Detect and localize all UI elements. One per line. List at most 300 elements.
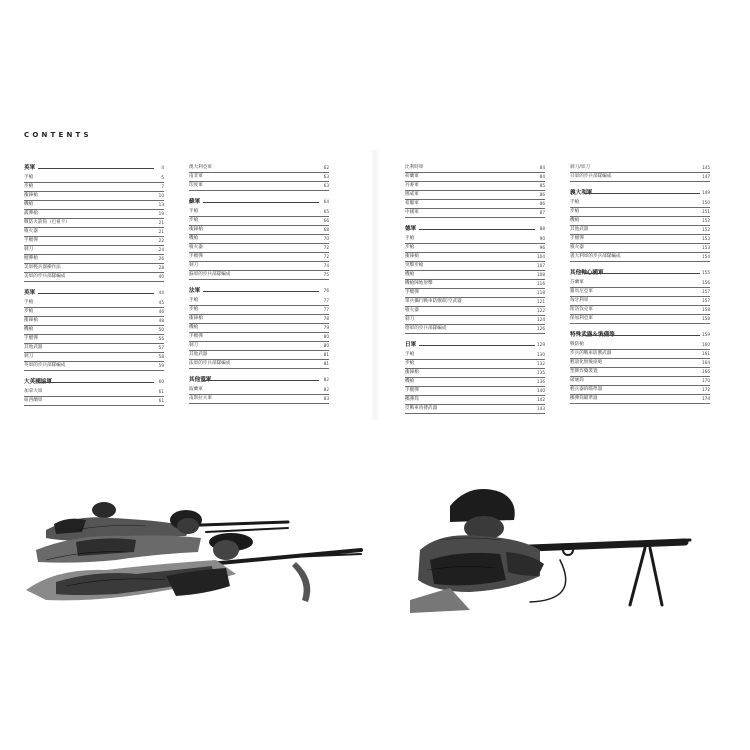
toc-entry [24,174,164,183]
section-page: 64 [323,199,329,204]
entry-title: 波蘭軍 [189,387,203,392]
toc-entry [189,333,329,342]
entry-page: 77 [323,298,329,303]
section-title: 蘇軍 [189,199,201,205]
toc-entry [570,359,710,368]
entry-title: 衝鋒槍 [24,318,38,323]
entry-title: 丹麥軍 [405,183,419,188]
entry-title: 突擊步槍 [405,263,424,268]
entry-page: 124 [537,317,545,322]
entry-page: 161 [702,351,710,356]
entry-title: 希臘軍 [405,201,419,206]
entry-page: 156 [702,280,710,285]
toc-entry [570,288,710,297]
toc-entry [405,271,545,280]
entry-page: 10 [158,193,164,198]
toc-entry [189,253,329,262]
toc-section-heading [405,225,545,233]
section-page: 60 [158,379,164,384]
entry-title: 單兵攜行戰車防禦/防空武器 [405,299,462,304]
toc-entry [189,315,329,324]
entry-title: 噴火器 [189,245,203,250]
entry-page: 172 [702,387,710,392]
entry-page: 116 [537,281,545,286]
entry-title: 印度軍 [189,183,203,188]
entry-page: 122 [537,308,545,313]
entry-title: 戰防槍 [570,342,584,347]
entry-title: 刺刀/軍刀 [570,165,590,170]
toc-section [570,269,710,324]
entry-title: 機槍 [24,327,34,332]
entry-title: 輕量化無後座砲 [570,360,603,365]
entry-title: 衝鋒槍 [405,254,419,259]
section-title: 其他盟軍 [189,377,212,383]
toc-entry [189,386,329,395]
entry-page: 140 [537,388,545,393]
toc-section-heading [189,287,329,295]
entry-title: 澳大利亞軍 [189,165,212,170]
entry-title: 機槍 [405,379,415,384]
entry-title: 步兵的戰車防禦武器 [570,351,612,356]
entry-page: 154 [702,254,710,259]
toc-entry [405,280,545,289]
entry-page: 5 [161,175,164,180]
entry-page: 74 [323,263,329,268]
section-title: 英軍 [24,165,36,171]
toc-entry [189,235,329,244]
toc-section-heading [24,378,164,386]
toc-entry [405,369,545,378]
entry-page: 104 [537,254,545,259]
entry-page: 86 [539,192,545,197]
toc-entry [570,226,710,235]
entry-title: 擲彈筒 [405,397,419,402]
toc-section [24,164,164,282]
entry-page: 56 [158,336,164,341]
toc-entry [189,173,329,182]
toc-entry [189,271,329,280]
toc-entry [405,378,545,387]
entry-page: 65 [323,209,329,214]
toc-column-4 [570,164,710,411]
entry-page: 118 [537,290,545,295]
entry-title: 羅馬尼亞軍 [570,289,593,294]
entry-page: 79 [323,325,329,330]
section-title: 義大利軍 [570,190,593,196]
entry-title: 破壞筒 [570,378,584,383]
entry-title: 步槍 [189,218,199,223]
entry-page: 46 [158,309,164,314]
entry-title: 機槍 [570,218,580,223]
entry-page: 61 [158,398,164,403]
entry-title: 比利時軍 [405,165,424,170]
entry-title: 手榴彈 [24,336,38,341]
entry-title: 機槍 [405,272,415,277]
section-page: 155 [702,270,710,275]
section-page: 88 [539,226,545,231]
entry-page: 126 [537,326,545,331]
toc-entry [189,360,329,369]
entry-title: 義大利軍的步兵部隊編成 [570,254,621,259]
entry-title: 手槍 [405,236,415,241]
toc-entry [24,335,164,344]
entry-page: 160 [702,342,710,347]
toc-section [570,189,710,262]
entry-page: 130 [537,352,545,357]
section-title: 英軍 [24,290,36,296]
entry-page: 45 [158,300,164,305]
entry-title: 蘇軍的步兵部隊編成 [189,272,231,277]
entry-page: 77 [323,307,329,312]
entry-page: 136 [537,379,545,384]
entry-title: 手槍 [189,209,199,214]
entry-page: 24 [158,247,164,252]
entry-page: 142 [537,397,545,402]
entry-title: 保加利亞軍 [570,316,593,321]
entry-title: 荷蘭軍 [405,174,419,179]
entry-title: 刺刀 [189,343,199,348]
entry-page: 28 [158,265,164,270]
entry-page: 107 [537,263,545,268]
toc-section-heading [189,198,329,206]
section-page: 76 [323,288,329,293]
entry-title: 日軍的步兵部隊編成 [570,174,612,179]
entry-title: 手榴彈 [570,236,584,241]
entry-title: 刺刀 [189,263,199,268]
entry-page: 40 [158,274,164,279]
toc-entry [405,298,545,307]
entry-title: 南斯拉夫軍 [189,396,212,401]
entry-title: 衝鋒槍 [24,193,38,198]
toc-entry [570,377,710,386]
toc-entry [24,326,164,335]
toc-section [24,289,164,371]
entry-title: 噴火器 [405,308,419,313]
section-title: 日軍 [405,342,417,348]
entry-title: 加拿大軍 [24,389,43,394]
entry-page: 84 [539,165,545,170]
entry-title: 手槍 [189,298,199,303]
entry-page: 62 [323,165,329,170]
entry-page: 151 [702,209,710,214]
entry-title: 挪威軍 [405,192,419,197]
entry-page: 63 [323,174,329,179]
toc-entry [24,237,164,246]
toc-column-3 [405,164,545,421]
entry-page: 57 [158,345,164,350]
toc-entry [570,297,710,306]
entry-page: 157 [702,298,710,303]
toc-entry [189,306,329,315]
toc-section-heading [570,189,710,197]
entry-title: 手榴彈 [24,238,38,243]
entry-title: 芬蘭軍 [570,280,584,285]
entry-title: 中國軍 [405,210,419,215]
entry-title: 步槍 [405,361,415,366]
entry-title: 戰防火箭筒（巴祖卡） [24,220,70,225]
entry-title: 機槍 [189,325,199,330]
toc-entry [570,315,710,324]
toc-entry [570,306,710,315]
entry-title: 美軍的步兵部隊編成 [24,274,66,279]
section-page: 159 [702,332,710,337]
entry-title: 南非軍 [189,174,203,179]
entry-page: 170 [702,378,710,383]
toc-entry [570,279,710,288]
entry-page: 80 [323,343,329,348]
entry-title: 手榴彈 [405,388,419,393]
entry-title: 德軍的步兵部隊編成 [405,326,447,331]
entry-title: 英軍的步兵部隊編成 [24,363,66,368]
entry-page: 84 [539,174,545,179]
entry-page: 13 [158,202,164,207]
entry-title: 步槍 [24,184,34,189]
toc-entry [405,235,545,244]
toc-entry [24,201,164,210]
entry-title: 手槍 [24,175,34,180]
entry-page: 21 [158,229,164,234]
toc-section [405,164,545,218]
entry-page: 61 [158,389,164,394]
entry-title: 其他武器 [24,345,43,350]
entry-title: 機槍 [24,202,34,207]
entry-title: 步槍 [189,307,199,312]
entry-page: 66 [323,218,329,223]
section-title: 大英國協軍 [24,379,52,385]
toc-entry [405,209,545,218]
toc-entry [24,344,164,353]
entry-page: 108 [537,272,545,277]
entry-title: 匈牙利軍 [570,298,589,303]
entry-title: 輕兵器的瞄準器 [570,387,603,392]
toc-entry [24,317,164,326]
toc-entry [405,387,545,396]
toc-entry [405,253,545,262]
toc-entry [189,324,329,333]
toc-section [405,341,545,414]
toc-entry [189,395,329,404]
entry-title: 衝鋒槍 [405,370,419,375]
toc-entry [570,368,710,377]
page-gutter [370,150,380,420]
toc-entry [24,362,164,371]
entry-page: 157 [702,289,710,294]
toc-column-1 [24,164,164,413]
toc-section [405,225,545,334]
entry-page: 132 [537,361,545,366]
section-title: 法軍 [189,288,201,294]
toc-entry [570,173,710,182]
toc-entry [405,173,545,182]
entry-page: 152 [702,218,710,223]
section-title: 德軍 [405,226,417,232]
entry-page: 78 [323,316,329,321]
entry-page: 21 [158,220,164,225]
toc-section [189,287,329,369]
entry-page: 81 [323,361,329,366]
toc-entry [24,264,164,273]
entry-title: 刺刀 [405,317,415,322]
entry-page: 164 [702,360,710,365]
entry-page: 58 [158,354,164,359]
entry-page: 48 [158,318,164,323]
entry-page: 80 [323,334,329,339]
toc-entry [189,351,329,360]
toc-section [24,378,164,406]
toc-section [189,376,329,404]
toc-section [189,198,329,280]
toc-entry [570,386,710,395]
toc-entry [24,388,164,397]
entry-page: 143 [537,406,545,411]
toc-entry [189,208,329,217]
toc-column-2 [189,164,329,411]
toc-entry [405,191,545,200]
entry-page: 153 [702,245,710,250]
entry-title: 手槍 [24,300,34,305]
entry-page: 145 [702,165,710,170]
entry-title: 手槍 [405,352,415,357]
toc-section-heading [570,331,710,339]
toc-entry [24,308,164,317]
contents-heading: CONTENTS [24,131,92,139]
toc-section-heading [405,341,545,349]
toc-entry [570,164,710,173]
toc-entry [405,307,545,316]
entry-title: 斯洛伐克軍 [570,307,593,312]
entry-page: 85 [539,183,545,188]
entry-page: 19 [158,211,164,216]
toc-entry [405,360,545,369]
section-page: 82 [323,377,329,382]
entry-title: 榴彈槍 [24,256,38,261]
toc-entry [405,200,545,209]
entry-page: 82 [323,387,329,392]
toc-entry [189,262,329,271]
toc-entry [189,297,329,306]
section-page: 4 [161,165,164,170]
toc-entry [189,226,329,235]
toc-entry [570,208,710,217]
toc-entry [405,289,545,298]
toc-entry [405,182,545,191]
entry-title: 反戰車肉搏武器 [405,406,438,411]
toc-entry [570,350,710,359]
entry-page: 75 [323,272,329,277]
entry-page: 121 [537,299,545,304]
entry-page: 158 [702,316,710,321]
entry-title: 紐西蘭軍 [24,398,43,403]
section-page: 44 [158,290,164,295]
entry-page: 86 [539,201,545,206]
entry-title: 刺刀 [24,354,34,359]
entry-title: 塑膠炸藥裝置 [570,369,598,374]
section-page: 149 [702,190,710,195]
toc-entry [405,316,545,325]
entry-title: 手槍 [570,200,580,205]
entry-title: 其他武器 [189,352,208,357]
toc-entry [24,255,164,264]
toc-entry [189,164,329,173]
toc-entry [24,353,164,362]
entry-page: 83 [323,396,329,401]
entry-page: 22 [158,238,164,243]
entry-page: 147 [702,174,710,179]
entry-title: 霰彈槍 [24,211,38,216]
entry-page: 81 [323,352,329,357]
toc-entry [570,199,710,208]
entry-page: 72 [323,245,329,250]
toc-entry [24,192,164,201]
section-title: 特殊武器＆裝備等 [570,332,615,338]
toc-entry [405,351,545,360]
entry-title: 其他武器 [570,227,589,232]
toc-entry [570,235,710,244]
toc-entry [24,246,164,255]
entry-page: 72 [323,254,329,259]
entry-title: 步槍 [24,309,34,314]
entry-title: 噴火器 [24,229,38,234]
toc-section-heading [189,376,329,384]
toc-entry [405,244,545,253]
entry-page: 7 [161,184,164,189]
toc-entry [570,217,710,226]
entry-page: 158 [702,307,710,312]
entry-title: 手榴彈 [405,290,419,295]
entry-title: 步槍 [405,245,415,250]
toc-entry [570,395,710,404]
toc-section [570,331,710,404]
entry-title: 手榴彈 [189,334,203,339]
entry-page: 96 [539,245,545,250]
machine-gunner-illustration [410,480,700,615]
entry-page: 174 [702,396,710,401]
entry-page: 135 [537,370,545,375]
entry-title: 機槍 [189,236,199,241]
entry-page: 59 [158,363,164,368]
section-title: 其他軸心國軍 [570,270,604,276]
toc-section-heading [24,164,164,172]
entry-page: 166 [702,369,710,374]
entry-page: 50 [158,327,164,332]
toc-entry [189,182,329,191]
entry-page: 150 [702,200,710,205]
entry-title: 噴火器 [570,245,584,250]
section-page: 129 [537,342,545,347]
entry-title: 美軍輕兵器操作法 [24,265,61,270]
entry-page: 87 [539,210,545,215]
toc-section-heading [24,289,164,297]
toc-section-heading [570,269,710,277]
toc-entry [570,341,710,350]
entry-page: 26 [158,256,164,261]
entry-page: 90 [539,236,545,241]
toc-entry [405,396,545,405]
toc-entry [24,397,164,406]
entry-title: 擲彈筒瞄準器 [570,396,598,401]
toc-entry [405,405,545,414]
entry-page: 63 [323,183,329,188]
entry-title: 法軍的步兵部隊編成 [189,361,231,366]
toc-entry [24,183,164,192]
toc-entry [24,273,164,282]
toc-entry [570,244,710,253]
entry-title: 衝鋒槍 [189,227,203,232]
toc-entry [189,342,329,351]
toc-entry [189,244,329,253]
toc-section [189,164,329,191]
toc-section [570,164,710,182]
